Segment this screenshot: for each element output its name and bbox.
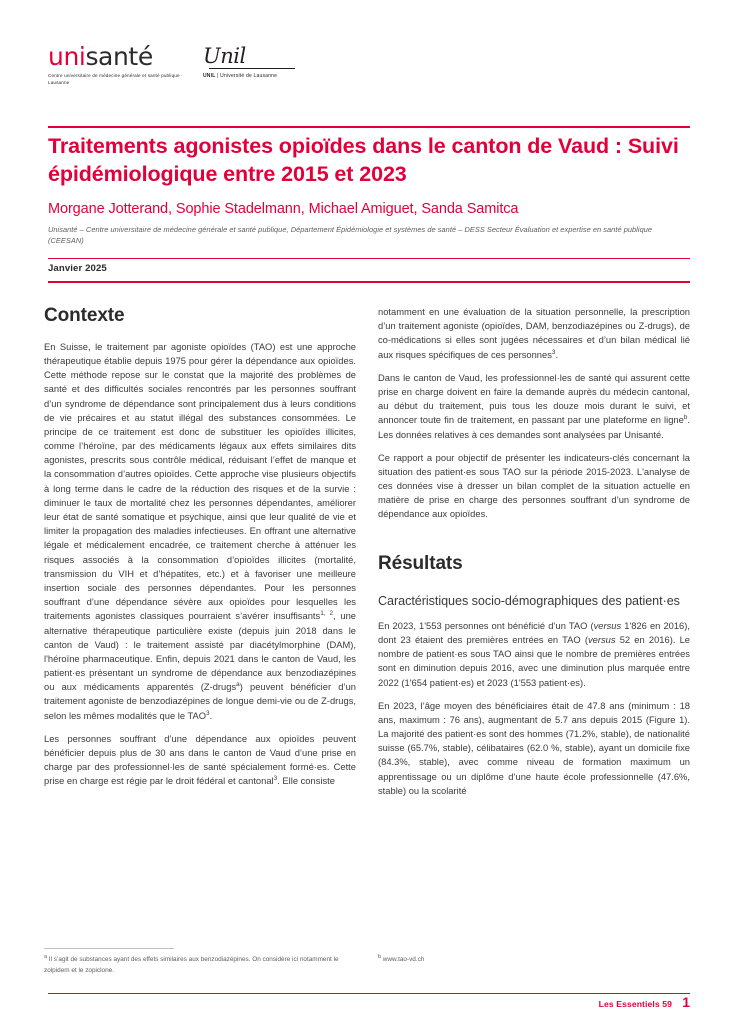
footnote-separator-rule xyxy=(44,948,174,949)
text-run: notamment en une évaluation de la situation personnelle, la prescription d’un traitement agoniste (opioïdes, DAM, benzodiazépines ou Z-drugs), de co-médications si elles sont jugées nécessaires et d’un bilan médical lié aux risques spécifiques de ces personnes xyxy=(378,307,690,360)
footnote-marker-b: b xyxy=(378,953,382,960)
text-run: Les personnes souffrant d’une dépendance aux opioïdes peuvent bénéficier depuis plus de 30 ans dans le canton de Vaud d’une prise en charge par des professionnel·les de santé spécialement formé·es. Cette prise en charge est régie par le droit fédéral et cantonal xyxy=(44,733,356,787)
title-top-rule xyxy=(48,126,690,128)
right-column xyxy=(378,305,690,940)
publication-date: Janvier 2025 xyxy=(48,263,107,274)
paragraph-contexte-2 xyxy=(44,732,356,789)
text-run: En Suisse, le traitement par agoniste opioïdes (TAO) est une approche thérapeutique établie depuis 1975 pour gérer la dépendance aux opioïdes. Cette méthode repose sur le constat que la majorité des problèmes de santé et des difficultés sociales rencontrés par les personnes souffrant d’un syndrome de dépendance sont principalement dus à leurs conditions de vie précaires et au statut illégal des substances consommées. Le principe de ce traitement est donc de substituer les opioïdes illicites, comme l’héroïne, par des médicaments légaux aux effets similaires dits agonistes, prescrits sous contrôle médical, réduisant l’effet de manque et la consommation d’autres opioïdes. Cette approche vise plusieurs objectifs à long terme dans le cadre de la réduction des risques et de la survie : diminuer le taux de mortalité chez les personnes dépendantes, améliorer leur état de santé somatique et psychique, ainsi que leur qualité de vie et limiter la propagation des maladies infectieuses. En offrant une alternative légale et médicalement encadrée, ce traitement cherche à atténuer les risques associés à la consommation d’opioïdes illicites (mortalité, transmission du VIH et d’hépatites, etc.) et à favoriser une meilleure insertion sociale des personnes dépendantes. Pour les personnes souffrant d’une dépendance sévère aux opioïdes pour lesquelles les traitements agonistes classiques pourraient s’avérer insuffisants xyxy=(44,341,356,622)
text-run: 52 en 2016). Le nombre de patient·es sous TAO ainsi que le nombre de premières entrées sont en diminution depuis 2016, avec une diminution plus marquée entre 2022 (1'654 patient·es) et 2023 (1'553 patient·es). xyxy=(378,634,690,688)
unil-logo xyxy=(203,46,353,79)
footnote-ref-3: 3 xyxy=(273,775,278,783)
text-run: Dans le canton de Vaud, les professionnel·les de santé qui assurent cette prise en charge doivent en faire la demande auprès du médecin cantonal, au début du traitement, puis tous les douze mois durant le suivi, et annoncer toute fin de traitement, en passant par une plateforme en ligne xyxy=(378,372,690,426)
footnote-ref-3: 3 xyxy=(551,348,556,356)
footnote-marker-a: a xyxy=(44,953,48,960)
footnote-ref-b: b xyxy=(683,414,688,422)
footnote-b xyxy=(378,955,678,966)
text-run: . xyxy=(555,349,559,360)
unisante-wordmark xyxy=(48,44,198,69)
unisante-logo xyxy=(48,44,198,87)
footer-rule xyxy=(48,993,690,994)
unil-subtitle xyxy=(203,73,353,79)
section-heading-contexte: Contexte xyxy=(44,305,125,326)
logo-bar xyxy=(48,44,690,92)
footnote-ref-1-2: 1, 2 xyxy=(320,610,333,618)
subsection-heading-caracteristiques: Caractéristiques socio-démographiques des patient·es xyxy=(378,594,680,609)
affiliation-line: Unisanté – Centre universitaire de médecine générale et santé publique, Département Épidémiologie et systèmes de santé – DESS Secteur Évaluation et expertise en santé publique (CEESAN) xyxy=(48,225,653,246)
date-bottom-rule xyxy=(48,281,690,283)
two-column-body xyxy=(44,305,690,940)
emphasis-versus: versus xyxy=(587,634,616,645)
footnote-ref-3: 3 xyxy=(206,709,210,717)
unil-subtitle-rest: | Université de Lausanne xyxy=(215,73,278,79)
page-title: Traitements agonistes opioïdes dans le canton de Vaud : Suivi épidémiologique entre 2015 et 2023 xyxy=(48,134,679,186)
paragraph-contexte-1 xyxy=(44,340,356,723)
unil-underline-flourish xyxy=(209,68,295,69)
text-run: ) peuvent bénéficier d’un traitement agoniste de benzodiazépines de longue demi-vie ou de Z-drugs, selon les mêmes modalités que le TAO xyxy=(44,682,356,721)
authors-line: Morgane Jotterand, Sophie Stadelmann, Michael Amiguet, Sanda Samitca xyxy=(48,201,519,217)
footer-page-number: 1 xyxy=(682,994,690,1010)
unil-script-wordmark: Unil xyxy=(203,44,246,68)
section-heading-resultats: Résultats xyxy=(378,552,463,574)
text-run: En 2023, 1'553 personnes ont bénéficié d’un TAO ( xyxy=(378,620,594,631)
paragraph-right-1 xyxy=(378,305,690,362)
unil-subtitle-bold: UNIL xyxy=(203,73,216,79)
footnote-b-text[interactable]: www.tao-vd.ch xyxy=(381,956,425,963)
paragraph-right-5: En 2023, l’âge moyen des bénéficiaires était de 47.8 ans (minimum : 18 ans, maximum : 76 ans), augmentant de 5.7 ans depuis 2015 (Figure 1). La majorité des patient·es sont des hommes (71.2%, stable), de nationalité suisse (65.7%, stable), célibataires (62.0 %, stable), ayant un domicile fixe (84.3%, stable), avec comme niveau de formation maximum un apprentissage ou un diplôme d’une haute école professionnelle (47.6%, stable) ou la scolarité xyxy=(378,700,690,796)
emphasis-versus: versus xyxy=(593,620,622,631)
unisante-tagline: Centre universitaire de médecine générale et santé publique · Lausanne xyxy=(48,73,183,85)
paragraph-right-4 xyxy=(378,619,690,690)
paragraph-right-3: Ce rapport a pour objectif de présenter les indicateurs-clés concernant la situation des patient·es sous TAO sur la période 2015-2023. L'analyse de ces données vise à dresser un bilan complet de la situation actuelle en matière de prise en charge des personnes souffrant d’un syndrome de dépendance aux opioïdes. xyxy=(378,452,690,520)
left-column xyxy=(44,305,356,940)
text-run: , une alternative thérapeutique particulière existe (depuis juin 2018 dans le canton de Vaud) : le traitement assisté par diacétylmorphine (DAM), l'héroïne pharmaceutique. Enfin, depuis 2021 dans le canton de Vaud, les patient·es présentant un syndrome de dépendance aux benzodiazépines ou aux médicaments apparentés (Z-drugs xyxy=(44,611,356,693)
footnote-a-text: Il s’agit de substances ayant des effets similaires aux benzodiazépines. On considère ici notamment le zolpidem et le zopiclone. xyxy=(44,956,339,974)
paragraph-right-2 xyxy=(378,371,690,442)
text-run: . Elle consiste xyxy=(277,776,335,787)
text-run: . Les données relatives à ces demandes sont analysées par Unisanté. xyxy=(378,415,690,440)
text-run: 1'826 en 2016), dont 23 étaient des premières entrées en TAO ( xyxy=(378,620,690,645)
text-run: . xyxy=(209,710,213,721)
footnote-ref-a: a xyxy=(236,681,240,689)
unisante-wordmark-dark: santé xyxy=(85,42,153,71)
date-top-rule xyxy=(48,258,690,259)
footer-series-label: Les Essentiels 59 xyxy=(598,999,672,1009)
section-spacer xyxy=(378,531,690,553)
footnote-a xyxy=(44,955,344,976)
unisante-wordmark-red: uni xyxy=(48,42,86,71)
